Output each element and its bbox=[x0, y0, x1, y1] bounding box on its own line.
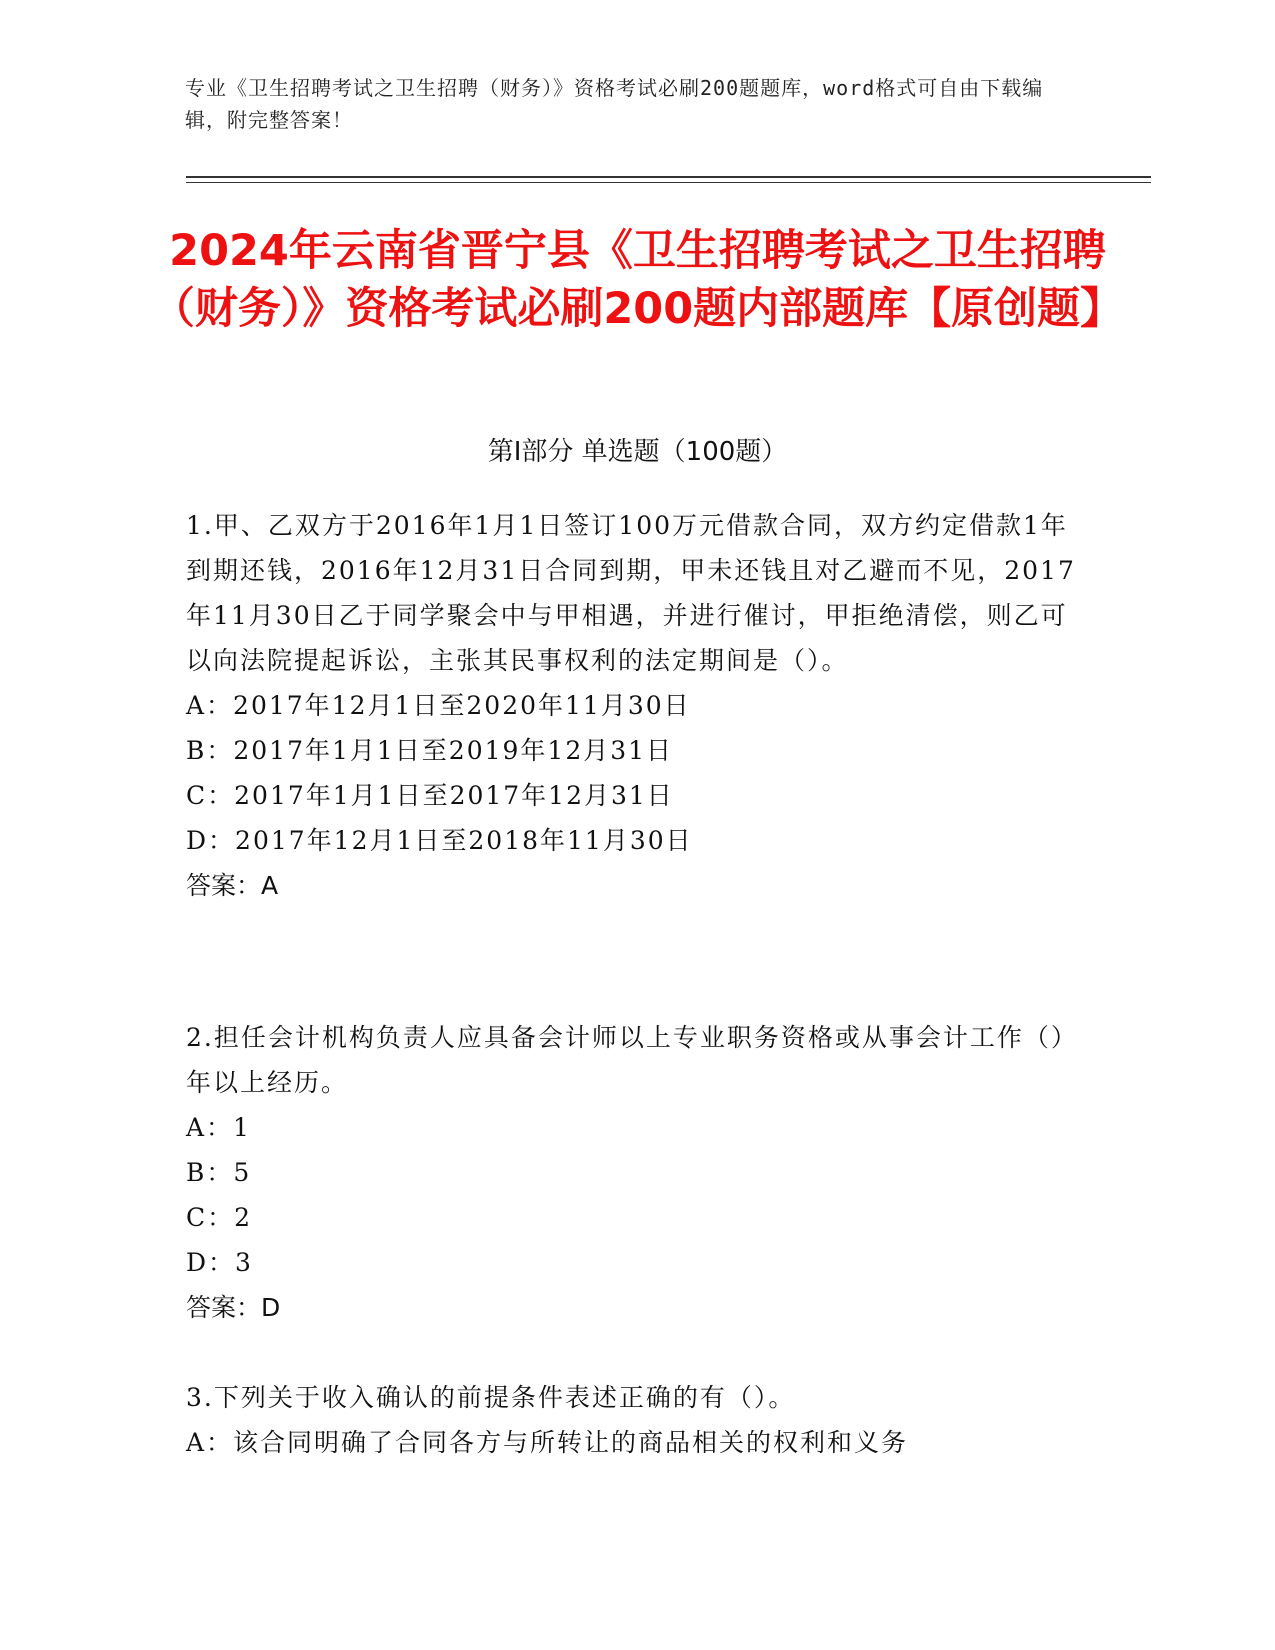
header-divider-thin bbox=[186, 182, 1151, 183]
option-a: A：1 bbox=[186, 1113, 251, 1142]
section-title: 第I部分 单选题（100题） bbox=[487, 437, 788, 467]
question-stem: 2.担任会计机构负责人应具备会计师以上专业职务资格或从事会计工作（）年以上经历。 bbox=[186, 1023, 1066, 1097]
option-d: D：3 bbox=[186, 1248, 253, 1277]
option-b: B：2017年1月1日至2019年12月31日 bbox=[186, 736, 674, 765]
question-1 bbox=[186, 503, 1076, 908]
question-2 bbox=[186, 1015, 1076, 1330]
option-d: D：2017年12月1日至2018年11月30日 bbox=[186, 826, 693, 855]
option-c: C：2017年1月1日至2017年12月31日 bbox=[186, 781, 674, 810]
question-stem: 3.下列关于收入确认的前提条件表述正确的有（）。 bbox=[186, 1383, 796, 1412]
document-title: 2024年云南省晋宁县《卫生招聘考试之卫生招聘（财务）》资格考试必刷200题内部题库【原创题】 bbox=[151, 226, 1124, 334]
answer-label: 答案：D bbox=[186, 1293, 281, 1322]
header-note: 专业《卫生招聘考试之卫生招聘（财务）》资格考试必刷200题题库，word格式可自由下载编辑，附完整答案！ bbox=[185, 76, 1044, 132]
question-stem: 1.甲、乙双方于2016年1月1日签订100万元借款合同，双方约定借款1年到期还钱，2016年12月31日合同到期，甲未还钱且对乙避而不见，2017年11月30日乙于同学聚会中与甲相遇，并进行催讨，甲拒绝清偿，则乙可以向法院提起诉讼，主张其民事权利的法定期间是（）。 bbox=[186, 511, 1076, 675]
option-b: B：5 bbox=[186, 1158, 252, 1187]
answer-label: 答案：A bbox=[186, 871, 279, 900]
header-divider-thick bbox=[186, 176, 1151, 178]
question-3 bbox=[186, 1375, 1076, 1465]
option-c: C：2 bbox=[186, 1203, 253, 1232]
option-a: A：该合同明确了合同各方与所转让的商品相关的权利和义务 bbox=[186, 1428, 909, 1457]
option-a: A：2017年12月1日至2020年11月30日 bbox=[186, 691, 691, 720]
